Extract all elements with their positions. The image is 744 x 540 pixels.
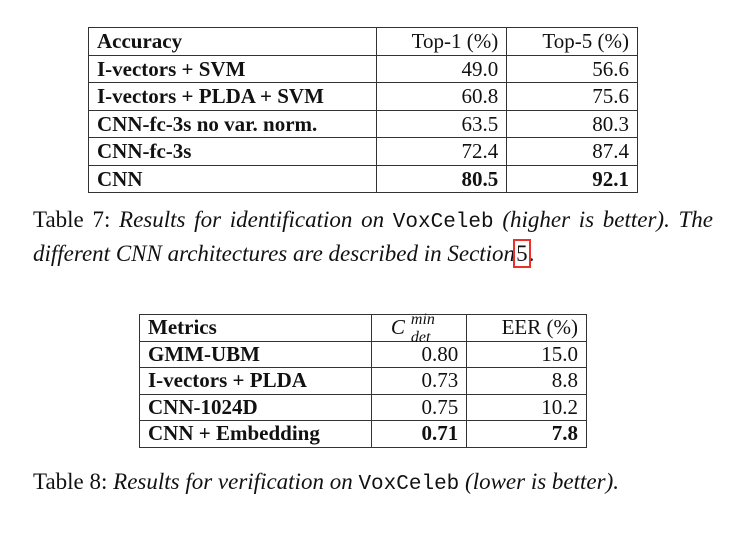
top5-cell: 75.6 [507,83,638,111]
caption-label: Table 7: [33,207,111,232]
top5-cell: 87.4 [507,138,638,166]
dataset-name: VoxCeleb [358,473,460,496]
cdet-cell: 0.73 [371,368,467,395]
top5-cell: 56.6 [507,55,638,83]
eer-cell: 7.8 [467,421,587,448]
cdet-cell: 0.71 [371,421,467,448]
caption-text: (lower is better). [465,469,619,494]
eer-cell: 8.8 [467,368,587,395]
eer-cell: 15.0 [467,341,587,368]
method-cell: CNN-1024D [140,394,372,421]
method-cell: CNN [89,165,377,193]
table-header-row [140,315,587,342]
table-row-best [89,165,638,193]
cdet-cell: 0.80 [371,341,467,368]
dataset-name: VoxCeleb [392,211,494,234]
table-row [140,341,587,368]
eer-cell: 10.2 [467,394,587,421]
method-cell: I-vectors + PLDA + SVM [89,83,377,111]
identification-results-table [88,27,638,193]
method-cell: CNN + Embedding [140,421,372,448]
caption-label: Table 8: [33,469,108,494]
top1-cell: 63.5 [376,110,507,138]
header-accuracy: Accuracy [89,28,377,56]
header-cdet: C min det [371,315,467,342]
top1-cell: 80.5 [376,165,507,193]
top5-cell: 80.3 [507,110,638,138]
method-cell: GMM-UBM [140,341,372,368]
table8-caption [33,466,713,500]
table-row [89,110,638,138]
caption-text: (higher is better). The different CNN architectures are described in Section [33,207,714,266]
header-metrics: Metrics [140,315,372,342]
top1-cell: 49.0 [376,55,507,83]
table-row [140,394,587,421]
table-row [140,368,587,395]
header-eer: EER (%) [467,315,587,342]
method-cell: CNN-fc-3s no var. norm. [89,110,377,138]
method-cell: CNN-fc-3s [89,138,377,166]
caption-text: Results for identification on [119,207,385,232]
table-row-best [140,421,587,448]
caption-end: . [528,241,535,266]
top1-cell: 72.4 [376,138,507,166]
top5-cell: 92.1 [507,165,638,193]
table-row [89,55,638,83]
top1-cell: 60.8 [376,83,507,111]
cdet-cell: 0.75 [371,394,467,421]
section-reference-link[interactable]: 5 [516,241,528,266]
method-cell: I-vectors + SVM [89,55,377,83]
table-row [89,138,638,166]
table-header-row [89,28,638,56]
verification-results-table [139,311,587,448]
method-cell: I-vectors + PLDA [140,368,372,395]
caption-text: Results for verification on [113,469,353,494]
header-top1: Top-1 (%) [376,28,507,56]
header-top5: Top-5 (%) [507,28,638,56]
table-row [89,83,638,111]
table7-caption [33,204,713,269]
